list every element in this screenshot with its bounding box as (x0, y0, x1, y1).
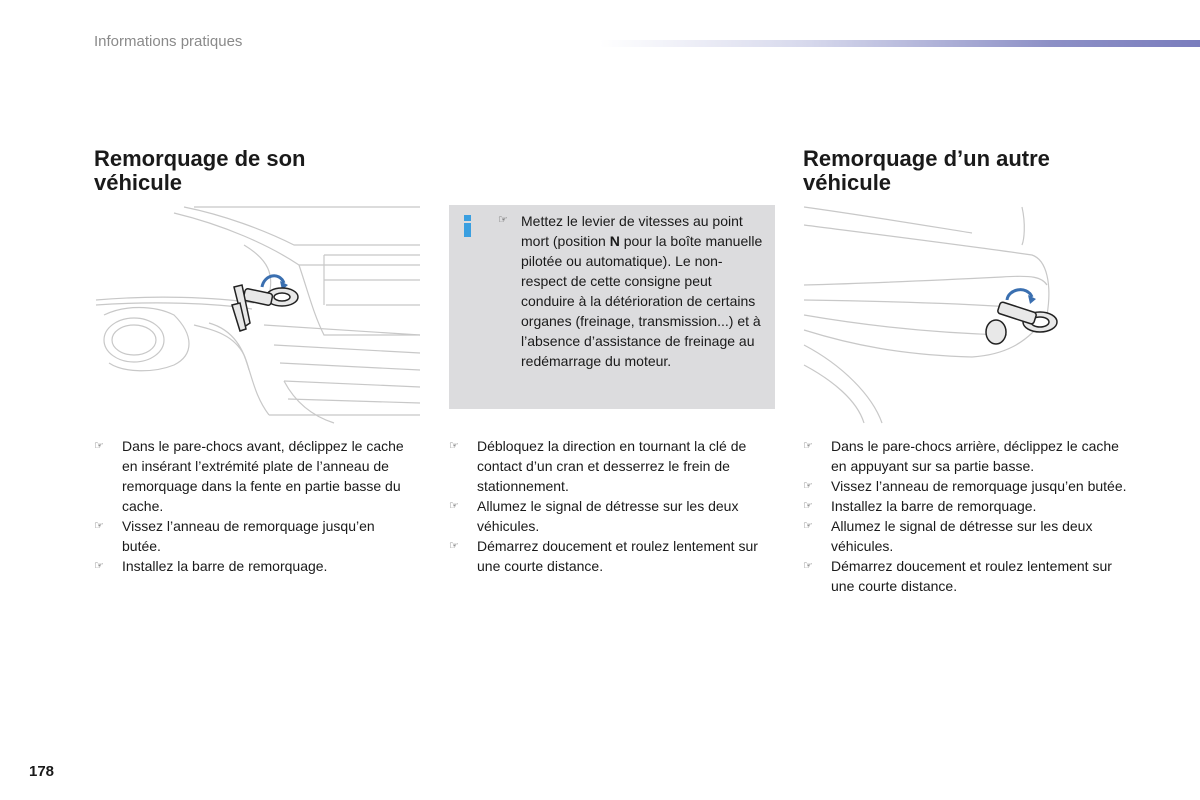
pointing-hand-icon: ☞ (803, 520, 813, 532)
list-item-text: Installez la barre de remorquage. (831, 498, 1037, 514)
list-item (449, 536, 779, 576)
section-title-line1: Remorquage d’un autre (803, 146, 1050, 171)
front-bumper-towing-illustration (94, 205, 421, 425)
pointing-hand-icon: ☞ (94, 440, 104, 452)
list-item-text: Démarrez doucement et roulez lentement sur une courte distance. (477, 538, 758, 574)
list-item-text: Installez la barre de remorquage. (122, 558, 328, 574)
pointing-hand-icon: ☞ (449, 440, 459, 452)
pointing-hand-icon: ☞ (94, 520, 104, 532)
list-item-text: Débloquez la direction en tournant la clé de contact d’un cran et desserrez le frein de stationnement. (477, 438, 747, 494)
list-item-text: Vissez l’anneau de remorquage jusqu’en butée. (122, 518, 375, 554)
right-instruction-list (803, 436, 1133, 596)
info-icon (462, 215, 472, 237)
info-text-after: pour la boîte manuelle pilotée ou automatique). Le non-respect de cette consigne peut conduire à la détérioration de certains organes (freinage, transmission...) et à l’absence d’assistance de freinage au redémarrage du moteur. (521, 233, 763, 369)
info-text-before: Mettez le levier de vitesses au point mort (position (521, 213, 743, 249)
list-item (803, 476, 1133, 496)
list-item-text: Vissez l’anneau de remorquage jusqu’en butée. (831, 478, 1127, 494)
section-title-line1: Remorquage de son (94, 146, 306, 171)
list-item (449, 436, 779, 496)
middle-instruction-list (449, 436, 779, 576)
section-title-line2: véhicule (803, 170, 892, 195)
pointing-hand-icon: ☞ (498, 214, 508, 226)
pointing-hand-icon: ☞ (803, 480, 813, 492)
list-item (94, 556, 414, 576)
section-title-line2: véhicule (94, 170, 183, 195)
pointing-hand-icon: ☞ (94, 560, 104, 572)
info-text-key: N (609, 233, 620, 249)
list-item-text: Allumez le signal de détresse sur les deux véhicules. (831, 518, 1093, 554)
rear-bumper-towing-illustration (802, 205, 1060, 425)
list-item-text: Démarrez doucement et roulez lentement sur une courte distance. (831, 558, 1112, 594)
left-instruction-list (94, 436, 414, 576)
list-item (94, 436, 414, 516)
page-header-title: Informations pratiques (94, 33, 243, 50)
list-item (803, 556, 1133, 596)
list-item-text: Allumez le signal de détresse sur les deux véhicules. (477, 498, 739, 534)
list-item (94, 516, 414, 556)
list-item (449, 496, 779, 536)
pointing-hand-icon: ☞ (803, 560, 813, 572)
header-accent-bar (600, 40, 1200, 47)
info-box-text (521, 211, 766, 371)
pointing-hand-icon: ☞ (449, 540, 459, 552)
info-box (449, 205, 775, 409)
section-title-other-vehicle (803, 147, 1050, 195)
list-item (803, 496, 1133, 516)
pointing-hand-icon: ☞ (803, 500, 813, 512)
list-item (803, 516, 1133, 556)
page-number: 178 (29, 763, 55, 780)
pointing-hand-icon: ☞ (803, 440, 813, 452)
list-item (803, 436, 1133, 476)
section-title-own-vehicle (94, 147, 305, 195)
pointing-hand-icon: ☞ (449, 500, 459, 512)
list-item-text: Dans le pare-chocs avant, déclippez le cache en insérant l’extrémité plate de l’anneau de remorquage dans la fente en partie basse du cache. (122, 438, 404, 514)
list-item-text: Dans le pare-chocs arrière, déclippez le cache en appuyant sur sa partie basse. (831, 438, 1119, 474)
